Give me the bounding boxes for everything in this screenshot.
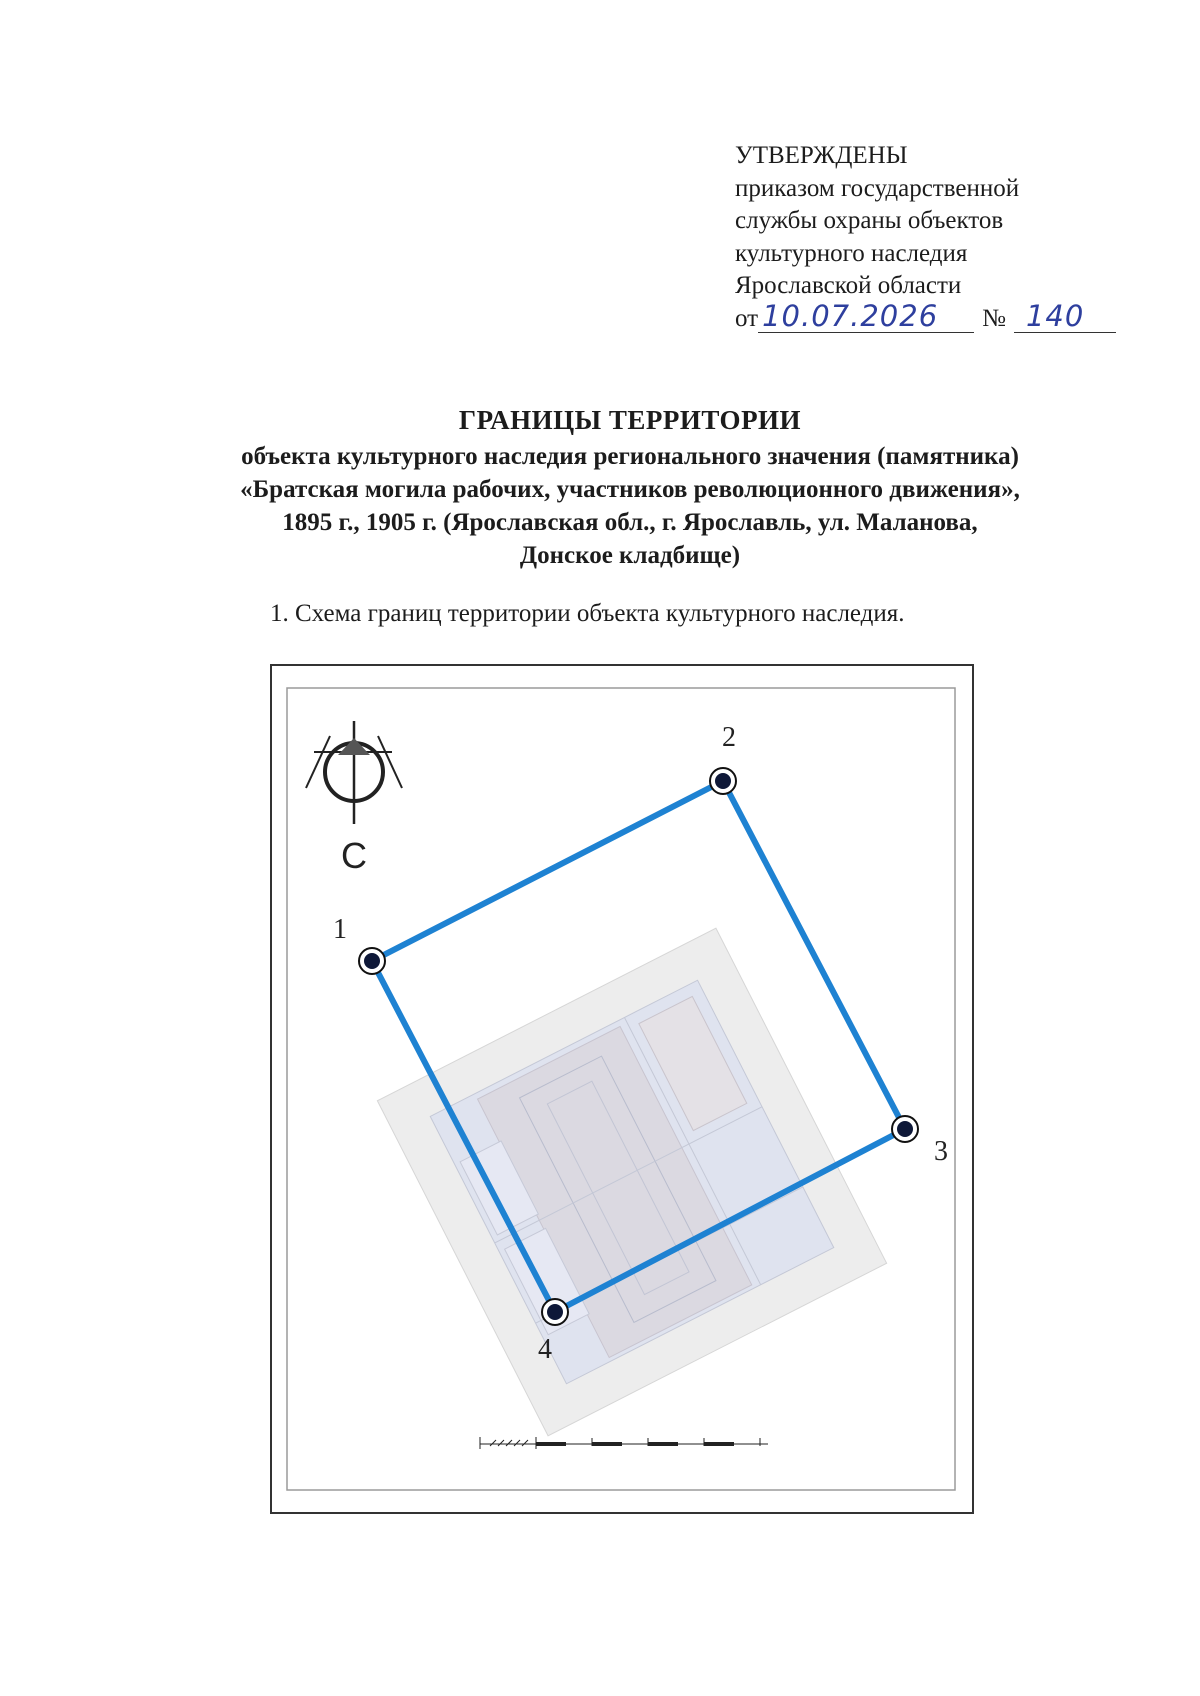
point-label-3: 3 bbox=[934, 1136, 948, 1167]
boundary-point-1 bbox=[359, 948, 385, 974]
number-field bbox=[1014, 298, 1116, 333]
handwritten-number: 140 bbox=[1025, 298, 1085, 333]
approval-block bbox=[735, 140, 1135, 335]
approval-line: приказом государственной bbox=[735, 174, 1020, 202]
approval-line: УТВЕРЖДЕНЫ bbox=[735, 142, 908, 169]
title-line: 1895 г., 1905 г. (Ярославская обл., г. Ярославль, ул. Маланова, bbox=[282, 509, 978, 536]
number-sign: № bbox=[982, 304, 1006, 332]
north-label: С bbox=[341, 835, 367, 876]
handwritten-date: 10.07.2026 bbox=[762, 298, 939, 333]
title-line: «Братская могила рабочих, участников революционного движения», bbox=[240, 476, 1020, 503]
approval-line: службы охраны объектов bbox=[735, 207, 1004, 234]
approval-line: культурного наследия bbox=[735, 239, 968, 267]
boundary-point-3 bbox=[892, 1116, 918, 1142]
title-line: Донское кладбище) bbox=[519, 542, 741, 569]
point-label-2: 2 bbox=[722, 722, 736, 753]
point-label-4: 4 bbox=[538, 1334, 552, 1365]
approval-line: Ярославской области bbox=[735, 272, 962, 299]
date-prefix: от bbox=[735, 304, 759, 332]
boundary-point-4 bbox=[542, 1299, 568, 1325]
figure-caption: 1. Схема границ территории объекта культурного наследия. bbox=[270, 600, 905, 627]
boundary-point-2 bbox=[710, 768, 736, 794]
document-title bbox=[150, 400, 1110, 572]
title-line: объекта культурного наследия регионального значения (памятника) bbox=[241, 443, 1019, 470]
title-heading: ГРАНИЦЫ ТЕРРИТОРИИ bbox=[458, 405, 802, 435]
date-field bbox=[758, 298, 974, 333]
approval-date-row bbox=[735, 298, 1135, 336]
boundary-map bbox=[270, 664, 974, 1514]
point-label-1: 1 bbox=[333, 914, 347, 945]
